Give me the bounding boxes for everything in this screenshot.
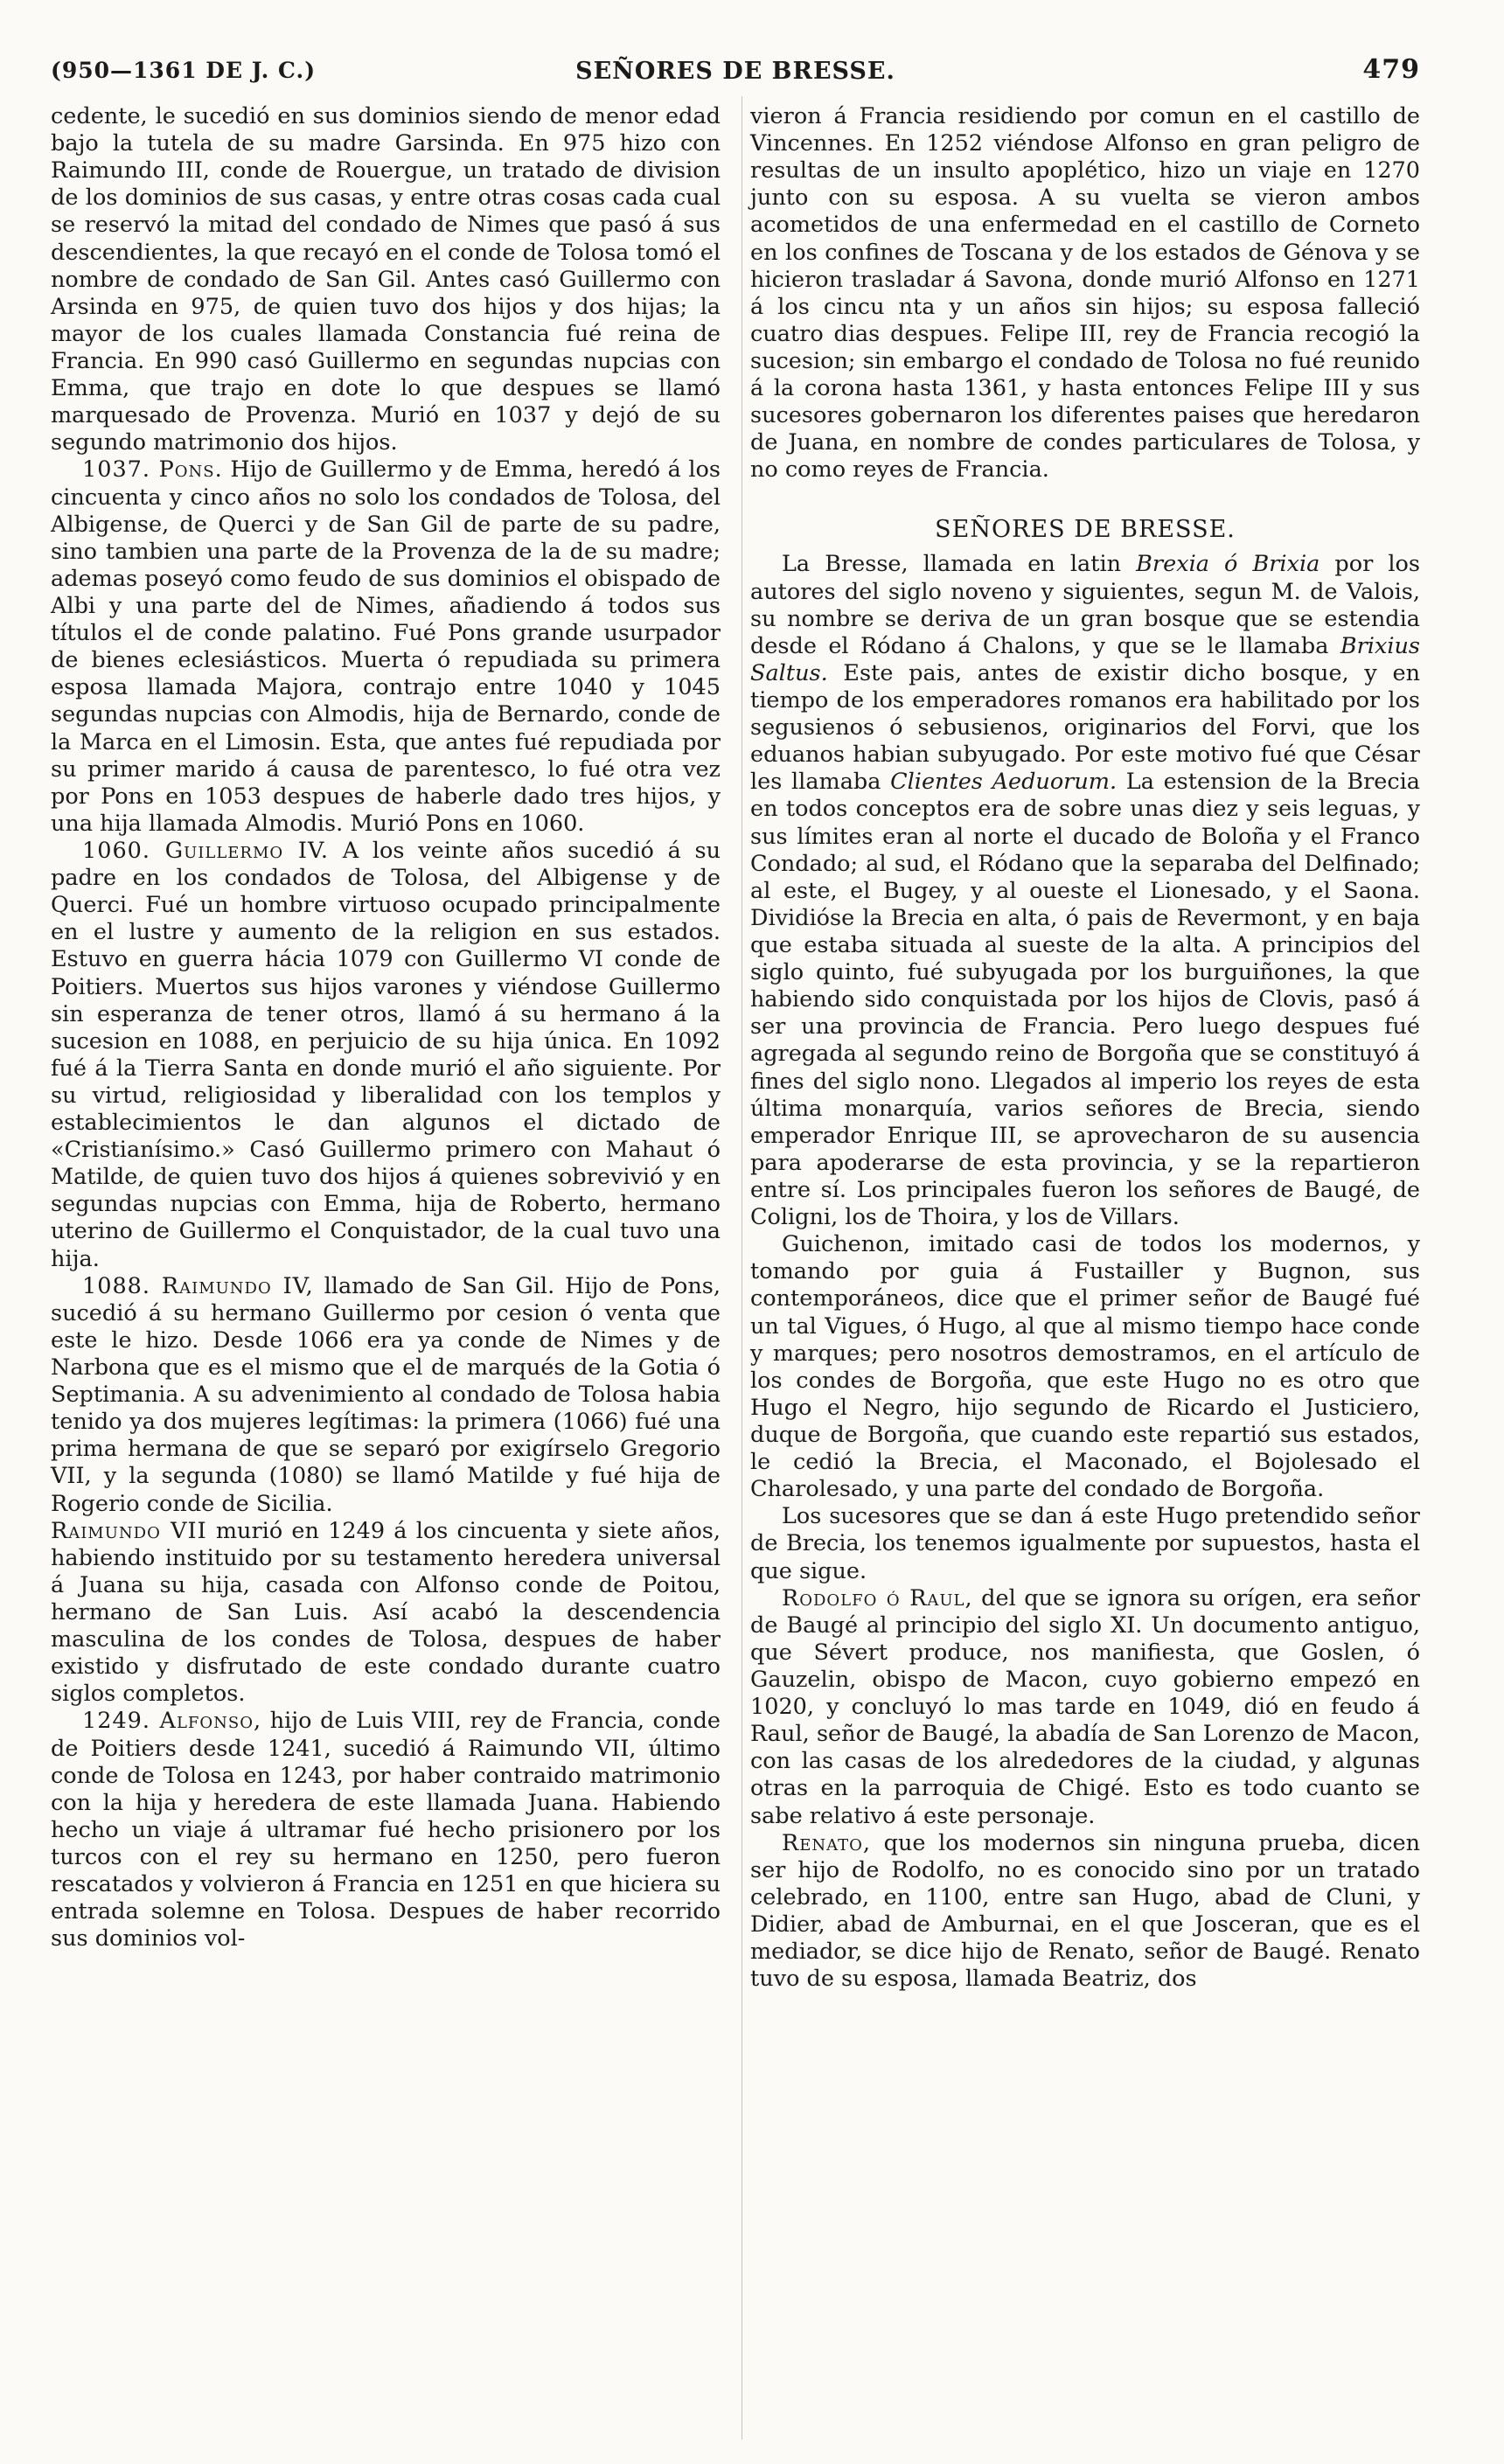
text-run: Este pais, antes de existir dicho bosque, y en tiempo de los emperadores romanos era habilitado por los segusienos ó sebusienos, originarios del Forvi, que los eduanos habian subyugado. Por este motivo fué que César les llamaba [750,659,1420,796]
header-date-range: (950—1361 DE J. C.) [51,58,317,83]
page-number: 479 [1362,54,1420,85]
paragraph [51,456,721,838]
entry-text: murió en 1249 á los cincuenta y siete años, habiendo instituido por su testamento heredera universal á Juana su hija, casada con Alfonso conde de Poitou, hermano de San Luis. Así acabó la descendencia masculina de los condes de Tolosa, despues de haber existido y disfrutado de este condado durante cuatro siglos completos. [51,1517,721,1708]
entry-lead: Renato, [782,1829,871,1856]
entry-text: del que se ignora su orígen, era señor de Baugé al principio del siglo XI. Un documento antiguo, que Sévert produce, nos manifiesta, que Goslen, ó Gauzelin, obispo de Macon, cuyo gobierno empezó en 1020, y concluyó lo mas tarde en 1049, dió en feudo á Raul, señor de Baugé, la abadía de San Lorenzo de Macon, con las casas de los alrededores de la ciudad, y algunas otras en la parroquia de Chigé. Esto es todo cuanto se sabe relativo á este personaje. [750,1584,1420,1829]
entry-text: que los modernos sin ninguna prueba, dicen ser hijo de Rodolfo, no es conocido sino por un tratado celebrado, en 1100, entre san Hugo, abad de Cluni, y Didier, abad de Amburnai, en el que Josceran, que es el mediador, se dice hijo de Renato, señor de Baugé. Renato tuvo de su esposa, llamada Beatriz, dos [750,1829,1421,1993]
paragraph: vieron á Francia residiendo por comun en el castillo de Vincennes. En 1252 viéndose Alfonso en gran peligro de resultas de un insulto apoplético, hizo un viaje en 1270 junto con su esposa. A su vuelta se vieron ambos acometidos de una enfermedad en el castillo de Corneto en los confines de Toscana y de los estados de Génova y se hicieron trasladar á Savona, donde murió Alfonso en 1271 á los cincu nta y un años sin hijos; su esposa falleció cuatro dias despues. Felipe III, rey de Francia recogió la sucesion; sin embargo el condado de Tolosa no fué reunido á la corona hasta 1361, y hasta entonces Felipe III y sus sucesores gobernaron los diferentes paises que heredaron de Juana, en nombre de condes particulares de Tolosa, y no como reyes de Francia. [750,103,1420,484]
paragraph [51,1708,721,1952]
entry-lead: 1088. Raimundo IV, [82,1272,314,1299]
paragraph [750,551,1420,1231]
paragraph [51,1273,721,1518]
text-run: por los autores del siglo noveno y siguientes, segun M. de Valois, su nombre se deriva de un gran bosque que se estendia desde el Ródano á Chalons, y que se le llamaba [750,551,1420,659]
paragraph [750,1585,1420,1830]
entry-text: Hijo de Guillermo y de Emma, heredó á los cincuenta y cinco años no solo los condados de Tolosa, del Albigense, de Querci y de San Gil de parte de su padre, sino tambien una parte de la Provenza de la de su madre; ademas poseyó como feudo de sus dominios el obispado de Albi y una parte del de Nimes, añadiendo á todos sus títulos el de conde palatino. Fué Pons grande usurpador de bienes eclesiásticos. Muerta ó repudiada su primera esposa llamada Majora, contrajo entre 1040 y 1045 segundas nupcias con Almodis, hija de Bernardo, conde de la Marca en el Limosin. Esta, que antes fué repudiada por su primer marido á causa de parentesco, lo fué otra vez por Pons en 1053 despues de haberle dado tres hijos, y una hija llamada Almodis. Murió Pons en 1060. [51,456,721,837]
text-run: La Bresse, llamada en latin [782,551,1122,578]
left-column [51,103,721,1993]
paragraph: Los sucesores que se dan á este Hugo pretendido señor de Brecia, los tenemos igualmente por supuestos, hasta el que sigue. [750,1503,1420,1584]
paragraph: Guichenon, imitado casi de todos los modernos, y tomando por guia á Fustailler y Bugnon, sus contemporáneos, dice que el primer señor de Baugé fué un tal Vigues, ó Hugo, al que al mismo tiempo hace conde y marques; pero nosotros demostramos, en el artículo de los condes de Borgoña, que este Hugo no es otro que Hugo el Negro, hijo segundo de Ricardo el Justiciero, duque de Borgoña, que cuando este repartió sus estados, le cedió la Brecia, el Maconado, el Bojolesado el Charolesado, y una parte del condado de Borgoña. [750,1231,1420,1503]
paragraph: cedente, le sucedió en sus dominios siendo de menor edad bajo la tutela de su madre Garsinda. En 975 hizo con Raimundo III, conde de Rouergue, un tratado de division de los dominios de sus casas, y entre otras cosas cada cual se reservó la mitad del condado de Nimes que pasó á sus descendientes, la que recayó en el conde de Tolosa tomó el nombre de condado de San Gil. Antes casó Guillermo con Arsinda en 975, de quien tuvo dos hijos y dos hijas; la mayor de los cuales llamada Constancia fué reina de Francia. En 990 casó Guillermo en segundas nupcias con Emma, que trajo en dote lo que despues se llamó marquesado de Provenza. Murió en 1037 y dejó de su segundo matrimonio dos hijos. [51,103,721,456]
latin-term: Brixius Saltus. [750,632,1420,686]
header-title: SEÑORES DE BRESSE. [575,58,895,85]
paragraph [750,1830,1420,1994]
text-columns [51,103,1420,1993]
entry-lead: Raimundo VII [51,1517,207,1544]
paragraph [51,838,721,1273]
section-title: SEÑORES DE BRESSE. [935,515,1236,543]
entry-text: hijo de Luis VIII, rey de Francia, conde de Poitiers desde 1241, sucedió á Raimundo VII, último conde de Tolosa en 1243, por haber contraido matrimonio con la hija y heredera de este llamada Juana. Habiendo hecho un viaje á ultramar fué hecho prisionero por los turcos con el rey su hermano en 1250, pero fueron rescatados y volvieron á Francia en 1251 en que hiciera su entrada solemne en Tolosa. Despues de haber recorrido sus dominios vol- [51,1708,721,1952]
entry-text: A los veinte años sucedió á su padre en los condados de Tolosa, del Albigense y de Querci. Fué un hombre virtuoso ocupado principalmente en el lustre y aumento de la religion en sus estados. Estuvo en guerra hácia 1079 con Guillermo VI conde de Poitiers. Muertos sus hijos varones y viéndose Guillermo sin esperanza de tener otros, llamó á su hermano á la sucesion en 1088, en perjuicio de su hija única. En 1092 fué á la Tierra Santa en donde murió el año siguiente. Por su virtud, religiosidad y liberalidad con los templos y establecimientos le dan algunos el dictado de «Cristianísimo.» Casó Guillermo primero con Mahaut ó Matilde, de quien tuvo dos hijos á quienes sobrevivió y en segundas nupcias con Emma, hija de Roberto, hermano uterino de Guillermo el Conquistador, de la cual tuvo una hija. [51,837,721,1272]
paragraph [51,1518,721,1709]
entry-text: llamado de San Gil. Hijo de Pons, sucedió á su hermano Guillermo por cesion ó venta que este le hizo. Desde 1066 era ya conde de Nimes y de Narbona que es el mismo que el de marqués de la Gotia ó Septimania. A su advenimiento al condado de Tolosa habia tenido ya dos mujeres legítimas: la primera (1066) fué una prima hermana de que se separó por exigírselo Gregorio VII, y la segunda (1080) se llamó Matilde y fué hija de Rogerio conde de Sicilia. [51,1272,721,1517]
entry-lead: Rodolfo ó Raul, [782,1584,973,1611]
latin-term: Brexia ó Brixia [1136,551,1320,578]
entry-lead: 1060. Guillermo IV. [82,837,330,864]
latin-term: Clientes Aeduorum. [890,769,1118,796]
page-header [51,49,1420,91]
right-column [750,103,1420,1993]
entry-lead: 1037. Pons. [82,456,223,484]
text-run: La estension de la Brecia en todos conceptos era de sobre unas diez y seis leguas, y sus límites eran al norte el ducado de Boloña y el Franco Condado; al sud, el Ródano que la separaba del Delfinado; al este, el Bugey, y al oueste el Lionesado, y el Saona. Dividióse la Brecia en alta, ó pais de Revermont, y en baja que estaba situada al sueste de la alta. A principios del siglo quinto, fué subyugada por los burguiñones, la que habiendo sido conquistada por los hijos de Clovis, pasó á ser una provincia de Francia. Pero luego despues fué agregada al segundo reino de Borgoña que se constituyó á fines del siglo nono. Llegados al imperio los reyes de esta última monarquía, varios señores de Brecia, siendo emperador Enrique III, se aprovecharon de su ausencia para apoderarse de esta provincia, y se la repartieron entre sí. Los principales fueron los señores de Baugé, de Coligni, los de Thoira, y los de Villars. [750,769,1421,1231]
entry-lead: 1249. Alfonso, [82,1708,262,1735]
